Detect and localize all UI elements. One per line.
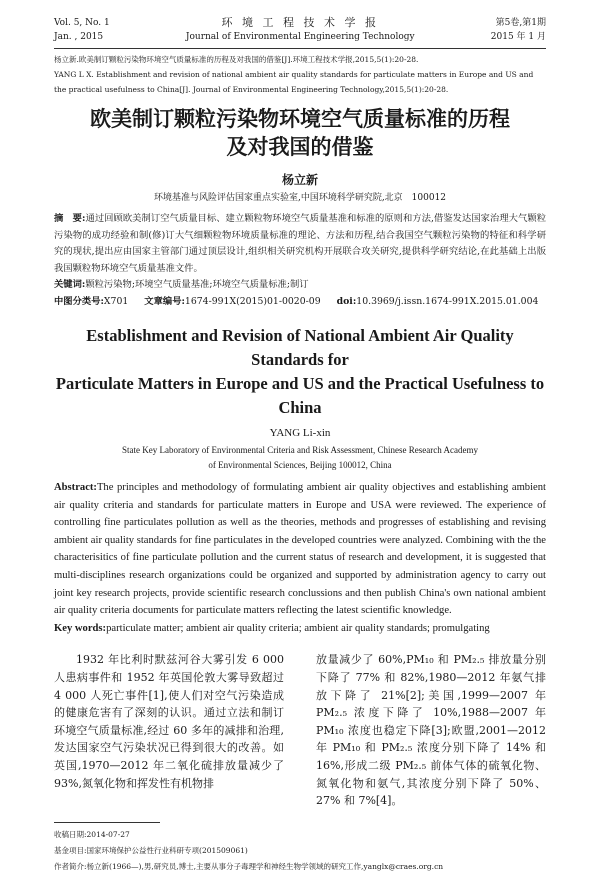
date-en: Jan. , 2015 [54, 32, 104, 42]
abstract-en-label: Abstract: [54, 482, 97, 493]
body-left-column: 1932 年比利时默兹河谷大雾引发 6 000 人患病事件和 1952 年英国伦敦大雾导致超过 4 000 人死亡事件[1],使人们对空气污染造成的健康危害有了深刻的认识。通过立法和制订环境空气质量标准,经过 60 多年的减排和治理,发达国家空气污染状况已得到很大的改善。如英国,1970—2012 年二氧化硫排放量减少了 93%,氮氧化物和挥发性有机物排 [54, 653, 284, 790]
citation [54, 52, 546, 97]
title-cn-line: 欧美制订颗粒污染物环境空气质量标准的历程 [90, 107, 510, 131]
volume-info-cn [491, 16, 546, 44]
title-en [54, 324, 546, 420]
body-columns [54, 651, 546, 809]
date-cn: 2015 年 1 月 [490, 32, 546, 42]
abstract-cn [54, 211, 546, 277]
keywords-cn-label: 关键词: [54, 279, 86, 290]
classification [54, 294, 546, 311]
footnote-rule [54, 822, 160, 823]
title-cn [54, 105, 546, 161]
title-cn-line: 及对我国的借鉴 [226, 135, 374, 159]
running-header [54, 16, 546, 44]
clc-number: X701 [103, 295, 129, 307]
keywords-cn [54, 277, 546, 294]
fund-project: 基金项目:国家环境保护公益性行业科研专项(201509061) [54, 845, 248, 855]
abstract-en-text: The principles and methodology of formulating ambient air quality objectives and establishing ambient air quality criteria and standards for particulate matters in Europe and USA were reviewed. The experience of controlling fine particulates pollution as well as the theories, methods and progresses of establishing and revising ambient air quality standards for fine particulates in the developed countries were analyzed. Combining with the the characterisitics of fine particulate pollution and the current status of research and development, it is suggested that multi-disciplines research organizations could be organized and supported by administration agency to carry out joint key research projects, provide scientific research conclussions and then publish China's own national ambient air quality criteria documents for particulate matters reflecting the latest scientific knowledge. [54, 482, 546, 617]
received-date: 收稿日期:2014-07-27 [54, 829, 130, 839]
title-en-line: Establishment and Revision of National Ambient Air Quality Standards for [86, 326, 514, 369]
article-number-label: 文章编号: [144, 295, 185, 307]
volume-cn: 第5卷,第1期 [495, 18, 546, 28]
title-en-line: Particulate Matters in Europe and US and the Practical Usefulness to China [55, 374, 545, 417]
author-cn: 杨立新 [281, 173, 318, 187]
volume-info-en [54, 16, 110, 44]
footnotes [54, 827, 546, 875]
author-bio: 作者简介:杨立新(1966—),男,研究员,博士,主要从事分子毒理学和神经生物学领域的研究工作,yanglx@craes.org.cn [54, 861, 444, 871]
citation-en: YANG L X. Establishment and revision of national ambient air quality standards for particulate matters in Europe and US and the practical usefulness to China[J]. Journal of Environmental Engineering Technology,2015,5(1):20-28. [54, 70, 534, 94]
abstract-cn-text: 通过回顾欧美制订空气质量目标、建立颗粒物环境空气质量基准和标准的原则和方法,借鉴发达国家治理大气颗粒污染物的成功经验和制(修)订大气细颗粒物环境质量标准的理论、方法和历程,结合我国空气颗粒污染物的特征和科学研究的现状,提出应由国家主管部门通过顶层设计,组织相关研究机构开展联合攻关研究,提供科学研究结论,在此基础上出版我国颗粒物环境空气质量基准文件。 [54, 213, 546, 274]
header-rule [54, 48, 546, 49]
clc-label: 中图分类号: [54, 295, 104, 307]
body-right-column: 放量减少了 60%,PM₁₀ 和 PM₂.₅ 排放量分别下降了 77% 和 82%,1980—2012 年氨气排放下降了 21%[2];美国,1999—2007 年 PM₂.₅ 浓度下降了 10%,1988—2007 年 PM₁₀ 浓度也稳定下降[3];欧盟,2001—2012 年 PM₁₀ 和 PM₂.₅ 浓度分别下降了 14% 和 16%,形成二级 PM₂.₅ 前体气体的硫氧化物、氮氧化物和氨气,其浓度分别下降了 50%、27% 和 7%[4]。 [316, 653, 546, 808]
abstract-cn-label: 摘 要: [54, 213, 86, 224]
affiliation-en-line: of Environmental Sciences, Beijing 100012, China [208, 460, 392, 470]
abstract-en [54, 479, 546, 620]
journal-name [120, 16, 481, 44]
affiliation-en-line: State Key Laboratory of Environmental Criteria and Risk Assessment, Chinese Research Academy [122, 445, 478, 455]
keywords-en-label: Key words: [54, 622, 107, 634]
author-en: YANG Li-xin [269, 427, 331, 439]
keywords-cn-text: 颗粒污染物;环境空气质量基准;环境空气质量标准;制订 [85, 279, 309, 290]
affiliation-cn: 环境基准与风险评估国家重点实验室,中国环境科学研究院,北京 100012 [153, 193, 447, 203]
keywords-en-text: particulate matter; ambient air quality criteria; ambient air quality standards; promulgating [106, 622, 490, 634]
citation-cn: 杨立新.欧美制订颗粒污染物环境空气质量标准的历程及对我国的借鉴[J].环境工程技术学报,2015,5(1):20-28. [54, 55, 419, 64]
article-number: 1674-991X(2015)01-0020-09 [184, 295, 321, 307]
volume-en: Vol. 5, No. 1 [54, 18, 110, 28]
journal-name-en: Journal of Environmental Engineering Technology [185, 32, 415, 42]
keywords-en [54, 620, 546, 638]
doi: 10.3969/j.issn.1674-991X.2015.01.004 [356, 295, 539, 307]
journal-name-cn: 环 境 工 程 技 术 学 报 [221, 16, 379, 29]
doi-label: doi: [336, 295, 357, 307]
affiliation-en [54, 443, 546, 473]
